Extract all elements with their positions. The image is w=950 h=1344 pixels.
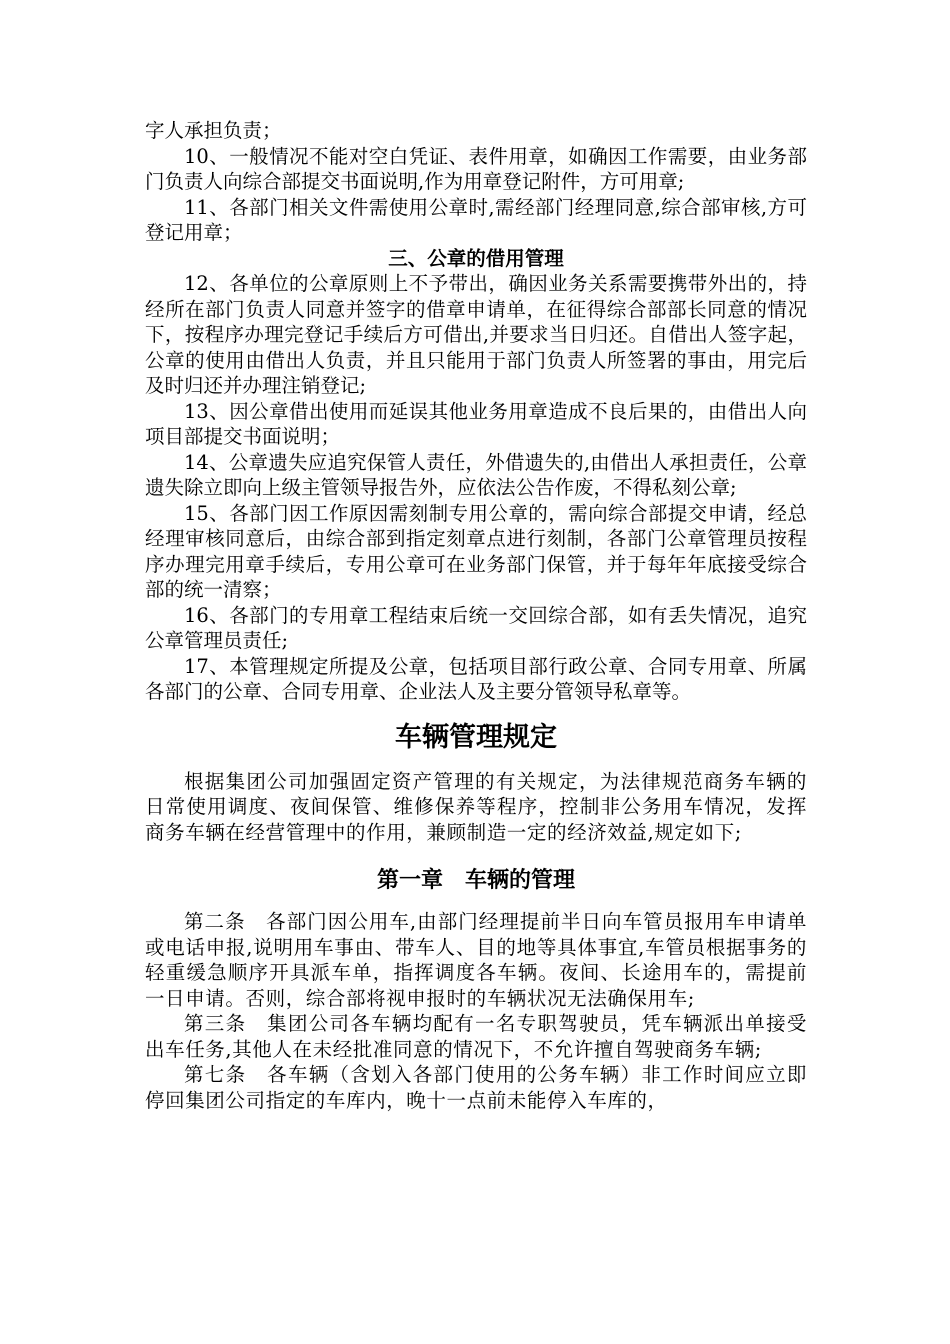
clause-11: 11、各部门相关文件需使用公章时,需经部门经理同意,综合部审核,方可登记用章； — [145, 195, 807, 244]
clause-12: 12、各单位的公章原则上不予带出，确因业务关系需要携带外出的，持经所在部门负责人同意并签字的借章申请单，在征得综合部部长同意的情况下，按程序办理完登记手续后方可借出,并要求当日归还。自借出人签字起，公章的使用由借出人负责，并且只能用于部门负责人所签署的事由，用完后及时归还并办理注销登记; — [145, 272, 807, 397]
clause-14: 14、公章遗失应追究保管人责任，外借遗失的,由借出人承担责任，公章遗失除立即向上级主管领导报告外，应依法公告作废，不得私刻公章; — [145, 450, 807, 499]
clause-13: 13、因公章借出使用而延误其他业务用章造成不良后果的，由借出人向项目部提交书面说明； — [145, 399, 807, 448]
vehicle-intro: 根据集团公司加强固定资产管理的有关规定，为法律规范商务车辆的日常使用调度、夜间保管、维修保养等程序，控制非公务用车情况，发挥商务车辆在经营管理中的作用，兼顾制造一定的经济效益,规定如下; — [145, 769, 807, 844]
article-3: 第三条 集团公司各车辆均配有一名专职驾驶员，凭车辆派出单接受出车任务,其他人在未经批准同意的情况下，不允许擅自驾驶商务车辆; — [145, 1012, 807, 1061]
article-2: 第二条 各部门因公用车,由部门经理提前半日向车管员报用车申请单或电话申报,说明用车事由、带车人、目的地等具体事宜,车管员根据事务的轻重缓急顺序开具派车单，指挥调度各车辆。夜间、长途用车的，需提前一日申请。否则，综合部将视申报时的车辆状况无法确保用车; — [145, 910, 807, 1010]
clause-17: 17、本管理规定所提及公章，包括项目部行政公章、合同专用章、所属各部门的公章、合同专用章、企业法人及主要分管领导私章等。 — [145, 654, 807, 703]
document-page — [145, 118, 807, 1113]
chapter-1-heading: 第一章 车辆的管理 — [376, 867, 575, 893]
paragraph-continuation: 字人承担负责； — [145, 119, 282, 142]
clause-16: 16、各部门的专用章工程结束后统一交回综合部，如有丢失情况，追究公章管理员责任; — [145, 603, 807, 652]
clause-10: 10、一般情况不能对空白凭证、表件用章，如确因工作需要，由业务部门负责人向综合部提交书面说明,作为用章登记附件，方可用章; — [145, 144, 807, 193]
vehicle-regulations-title: 车辆管理规定 — [395, 721, 557, 753]
article-7: 第七条 各车辆（含划入各部门使用的公务车辆）非工作时间应立即停回集团公司指定的车库内，晚十一点前未能停入车库的， — [145, 1063, 807, 1112]
clause-15: 15、各部门因工作原因需刻制专用公章的，需向综合部提交申请，经总经理审核同意后，由综合部到指定刻章点进行刻制，各部门公章管理员按程序办理完用章手续后，专用公章可在业务部门保管，并于每年年底接受综合部的统一清察； — [145, 501, 807, 601]
section-3-heading: 三、公章的借用管理 — [388, 246, 564, 270]
